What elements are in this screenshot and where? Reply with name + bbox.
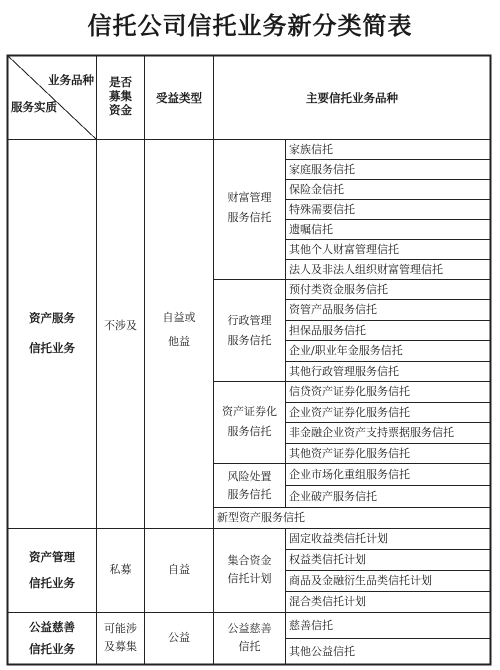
category-name-asset-service bbox=[8, 296, 96, 370]
benefit-value: 公益 bbox=[168, 631, 190, 644]
extra-row: 新型资产服务信托 bbox=[217, 511, 305, 524]
list-item: 慈善信托 bbox=[289, 618, 333, 632]
list-item: 法人及非法人组织财富管理信托 bbox=[289, 262, 443, 276]
group-name-line-1: 资产证券化 bbox=[222, 405, 277, 418]
group-name-line-2: 信托计划 bbox=[227, 572, 272, 585]
group-name bbox=[214, 616, 285, 660]
group-name-line-1: 风险处置 bbox=[227, 470, 272, 483]
list-item: 信贷资产证券化服务信托 bbox=[289, 385, 410, 398]
list-item: 其他行政管理服务信托 bbox=[289, 364, 399, 378]
header-fundraising-line-3: 资金 bbox=[109, 103, 132, 117]
list-item: 家族信托 bbox=[289, 142, 333, 156]
list-item: 企业破产服务信托 bbox=[289, 489, 377, 503]
page-title: 信托公司信托业务新分类简表 bbox=[87, 12, 413, 40]
group-name bbox=[214, 397, 285, 447]
list-item: 资管产品服务信托 bbox=[289, 303, 377, 316]
benefit-line-1: 自益或 bbox=[162, 311, 196, 324]
header-benefit-type: 受益类型 bbox=[156, 91, 202, 105]
header-diagonal-bottom bbox=[11, 100, 71, 114]
list-item: 保险金信托 bbox=[289, 182, 344, 196]
benefit-value bbox=[145, 300, 213, 360]
group-name-line-1: 公益慈善 bbox=[227, 622, 272, 635]
group-name bbox=[214, 306, 285, 356]
fundraising-value bbox=[97, 616, 144, 660]
header-diagonal-bottom-text: 服务实质 bbox=[11, 100, 57, 114]
group-name-line-2: 信托 bbox=[238, 640, 261, 653]
fundraising-value: 私募 bbox=[109, 563, 132, 576]
group-name-line-2: 服务信托 bbox=[227, 425, 272, 438]
group-name bbox=[214, 183, 285, 233]
category-name-line-2: 信托业务 bbox=[29, 341, 75, 355]
header-diagonal-top: 业务品种 bbox=[48, 73, 94, 87]
list-item: 企业资产证券化服务信托 bbox=[289, 405, 410, 419]
header-fundraising-line-1: 是否 bbox=[109, 75, 132, 89]
fundraising-line-2: 及募集 bbox=[104, 640, 137, 653]
group-name-line-1: 财富管理 bbox=[227, 191, 272, 204]
list-item: 特殊需要信托 bbox=[289, 202, 355, 216]
list-item: 非金融企业资产支持票据服务信托 bbox=[289, 426, 454, 439]
fundraising-line-1: 可能涉 bbox=[104, 622, 137, 635]
benefit-value: 自益 bbox=[168, 563, 190, 576]
category-name-line-1: 资产管理 bbox=[29, 550, 75, 564]
category-name-asset-management bbox=[8, 538, 96, 602]
group-name-line-1: 集合资金 bbox=[227, 554, 272, 567]
list-item: 其他资产证券化服务信托 bbox=[289, 446, 410, 460]
category-name-line-2: 信托业务 bbox=[29, 642, 75, 656]
group-name-line-1: 行政管理 bbox=[227, 314, 272, 327]
group-name bbox=[214, 548, 285, 592]
group-name-line-2: 服务信托 bbox=[227, 334, 272, 347]
list-item: 权益类信托计划 bbox=[289, 553, 366, 566]
list-item: 混合类信托计划 bbox=[289, 595, 366, 608]
list-item: 家庭服务信托 bbox=[289, 162, 355, 176]
category-name-line-1: 公益慈善 bbox=[29, 620, 75, 634]
list-item: 企业市场化重组服务信托 bbox=[289, 467, 410, 481]
header-fundraising-line-2: 募集 bbox=[109, 89, 132, 103]
list-item: 担保品服务信托 bbox=[289, 323, 366, 337]
category-name-line-1: 资产服务 bbox=[29, 311, 75, 325]
group-name-line-2: 服务信托 bbox=[227, 211, 272, 224]
list-item: 企业/职业年金服务信托 bbox=[289, 344, 403, 357]
group-name bbox=[214, 465, 285, 507]
list-item: 固定收益类信托计划 bbox=[289, 532, 388, 545]
list-item: 商品及金融衍生品类信托计划 bbox=[289, 574, 432, 587]
list-item: 遗嘱信托 bbox=[289, 222, 333, 236]
category-name-public-welfare bbox=[8, 614, 96, 662]
list-item: 预付类资金服务信托 bbox=[289, 282, 388, 296]
group-name-line-2: 服务信托 bbox=[227, 488, 272, 501]
list-item: 其他公益信托 bbox=[289, 644, 355, 658]
category-name-line-2: 信托业务 bbox=[29, 576, 75, 590]
benefit-line-2: 他益 bbox=[168, 335, 190, 348]
header-fundraising bbox=[97, 70, 144, 122]
list-item: 其他个人财富管理信托 bbox=[289, 242, 399, 256]
fundraising-value: 不涉及 bbox=[104, 319, 137, 332]
header-main-varieties: 主要信托业务品种 bbox=[306, 91, 398, 105]
